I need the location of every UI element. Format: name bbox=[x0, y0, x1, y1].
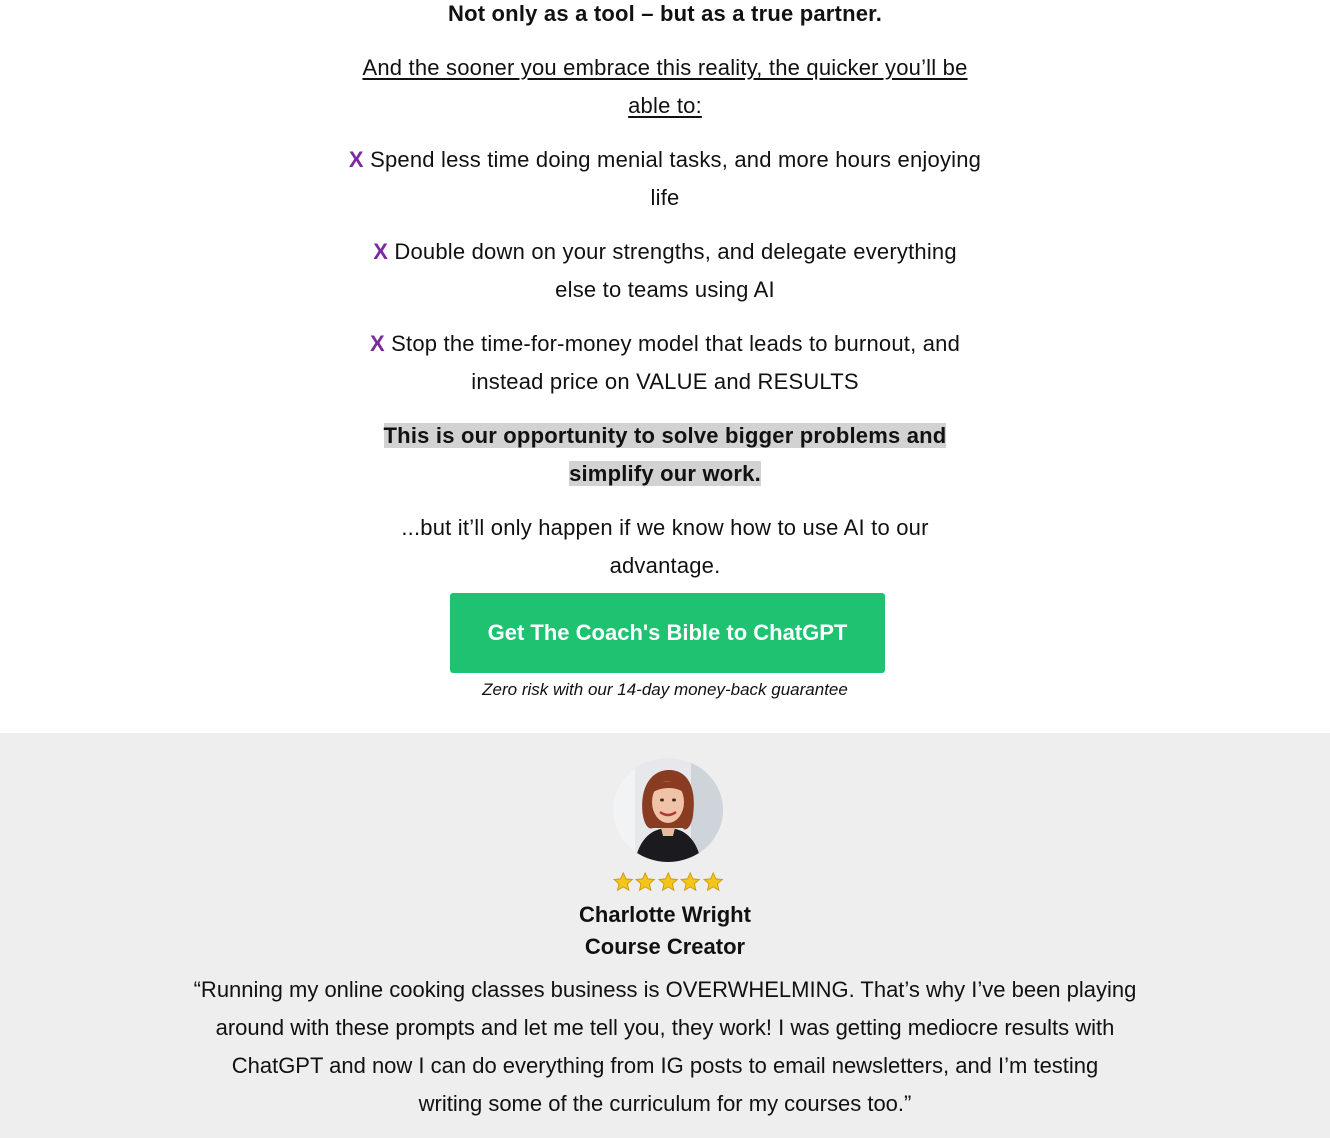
star-icon bbox=[702, 871, 724, 893]
guarantee-note: Zero risk with our 14-day money-back guarantee bbox=[482, 680, 848, 699]
sooner-line-2: able to: bbox=[628, 93, 702, 118]
highlight-line-2: simplify our work. bbox=[569, 461, 761, 486]
benefit-text: Spend less time doing menial tasks, and more hours enjoying bbox=[370, 147, 982, 172]
star-icon bbox=[634, 871, 656, 893]
testimonial-section bbox=[0, 733, 1330, 1138]
benefit-text-cont: instead price on VALUE and RESULTS bbox=[471, 369, 859, 394]
highlight-line-1: This is our opportunity to solve bigger problems and bbox=[383, 423, 947, 448]
avatar bbox=[613, 758, 723, 862]
highlight-statement bbox=[0, 417, 1330, 455]
testimonial-author-name: Charlotte Wright bbox=[579, 902, 751, 927]
testimonial-quote-line: “Running my online cooking classes business is OVERWHELMING. That’s why I’ve been playing bbox=[193, 977, 1137, 1002]
star-icon bbox=[679, 871, 701, 893]
benefit-item bbox=[0, 325, 1330, 363]
get-coaches-bible-button[interactable]: Get The Coach's Bible to ChatGPT bbox=[450, 593, 885, 673]
benefit-text: Double down on your strengths, and delegate everything bbox=[394, 239, 957, 264]
star-rating bbox=[612, 871, 724, 895]
sooner-statement-cont bbox=[0, 87, 1330, 125]
benefit-item bbox=[0, 141, 1330, 179]
testimonial-quote-line: ChatGPT and now I can do everything from IG posts to email newsletters, and I’m testing bbox=[231, 1053, 1099, 1078]
advantage-statement-cont: advantage. bbox=[609, 553, 721, 578]
testimonial-quote-line: around with these prompts and let me tell you, they work! I was getting mediocre results with bbox=[215, 1015, 1115, 1040]
avatar-portrait-image bbox=[613, 758, 723, 862]
sooner-line-1: And the sooner you embrace this reality, the quicker you’ll be bbox=[362, 55, 968, 80]
star-icon bbox=[657, 871, 679, 893]
benefit-item bbox=[0, 233, 1330, 271]
x-mark-icon: X bbox=[348, 147, 364, 172]
x-mark-icon: X bbox=[369, 331, 385, 356]
benefit-text-cont: life bbox=[650, 185, 680, 210]
benefit-text-cont: else to teams using AI bbox=[555, 277, 775, 302]
highlight-statement-cont bbox=[0, 455, 1330, 493]
star-icon bbox=[612, 871, 634, 893]
sooner-statement bbox=[0, 49, 1330, 87]
testimonial-author-role: Course Creator bbox=[584, 934, 746, 959]
benefit-text: Stop the time-for-money model that leads to burnout, and bbox=[391, 331, 961, 356]
advantage-statement: ...but it’ll only happen if we know how to use AI to our bbox=[401, 515, 929, 540]
testimonial-quote-line: writing some of the curriculum for my courses too.” bbox=[418, 1091, 912, 1116]
partner-statement: Not only as a tool – but as a true partner. bbox=[447, 1, 883, 26]
x-mark-icon: X bbox=[373, 239, 389, 264]
